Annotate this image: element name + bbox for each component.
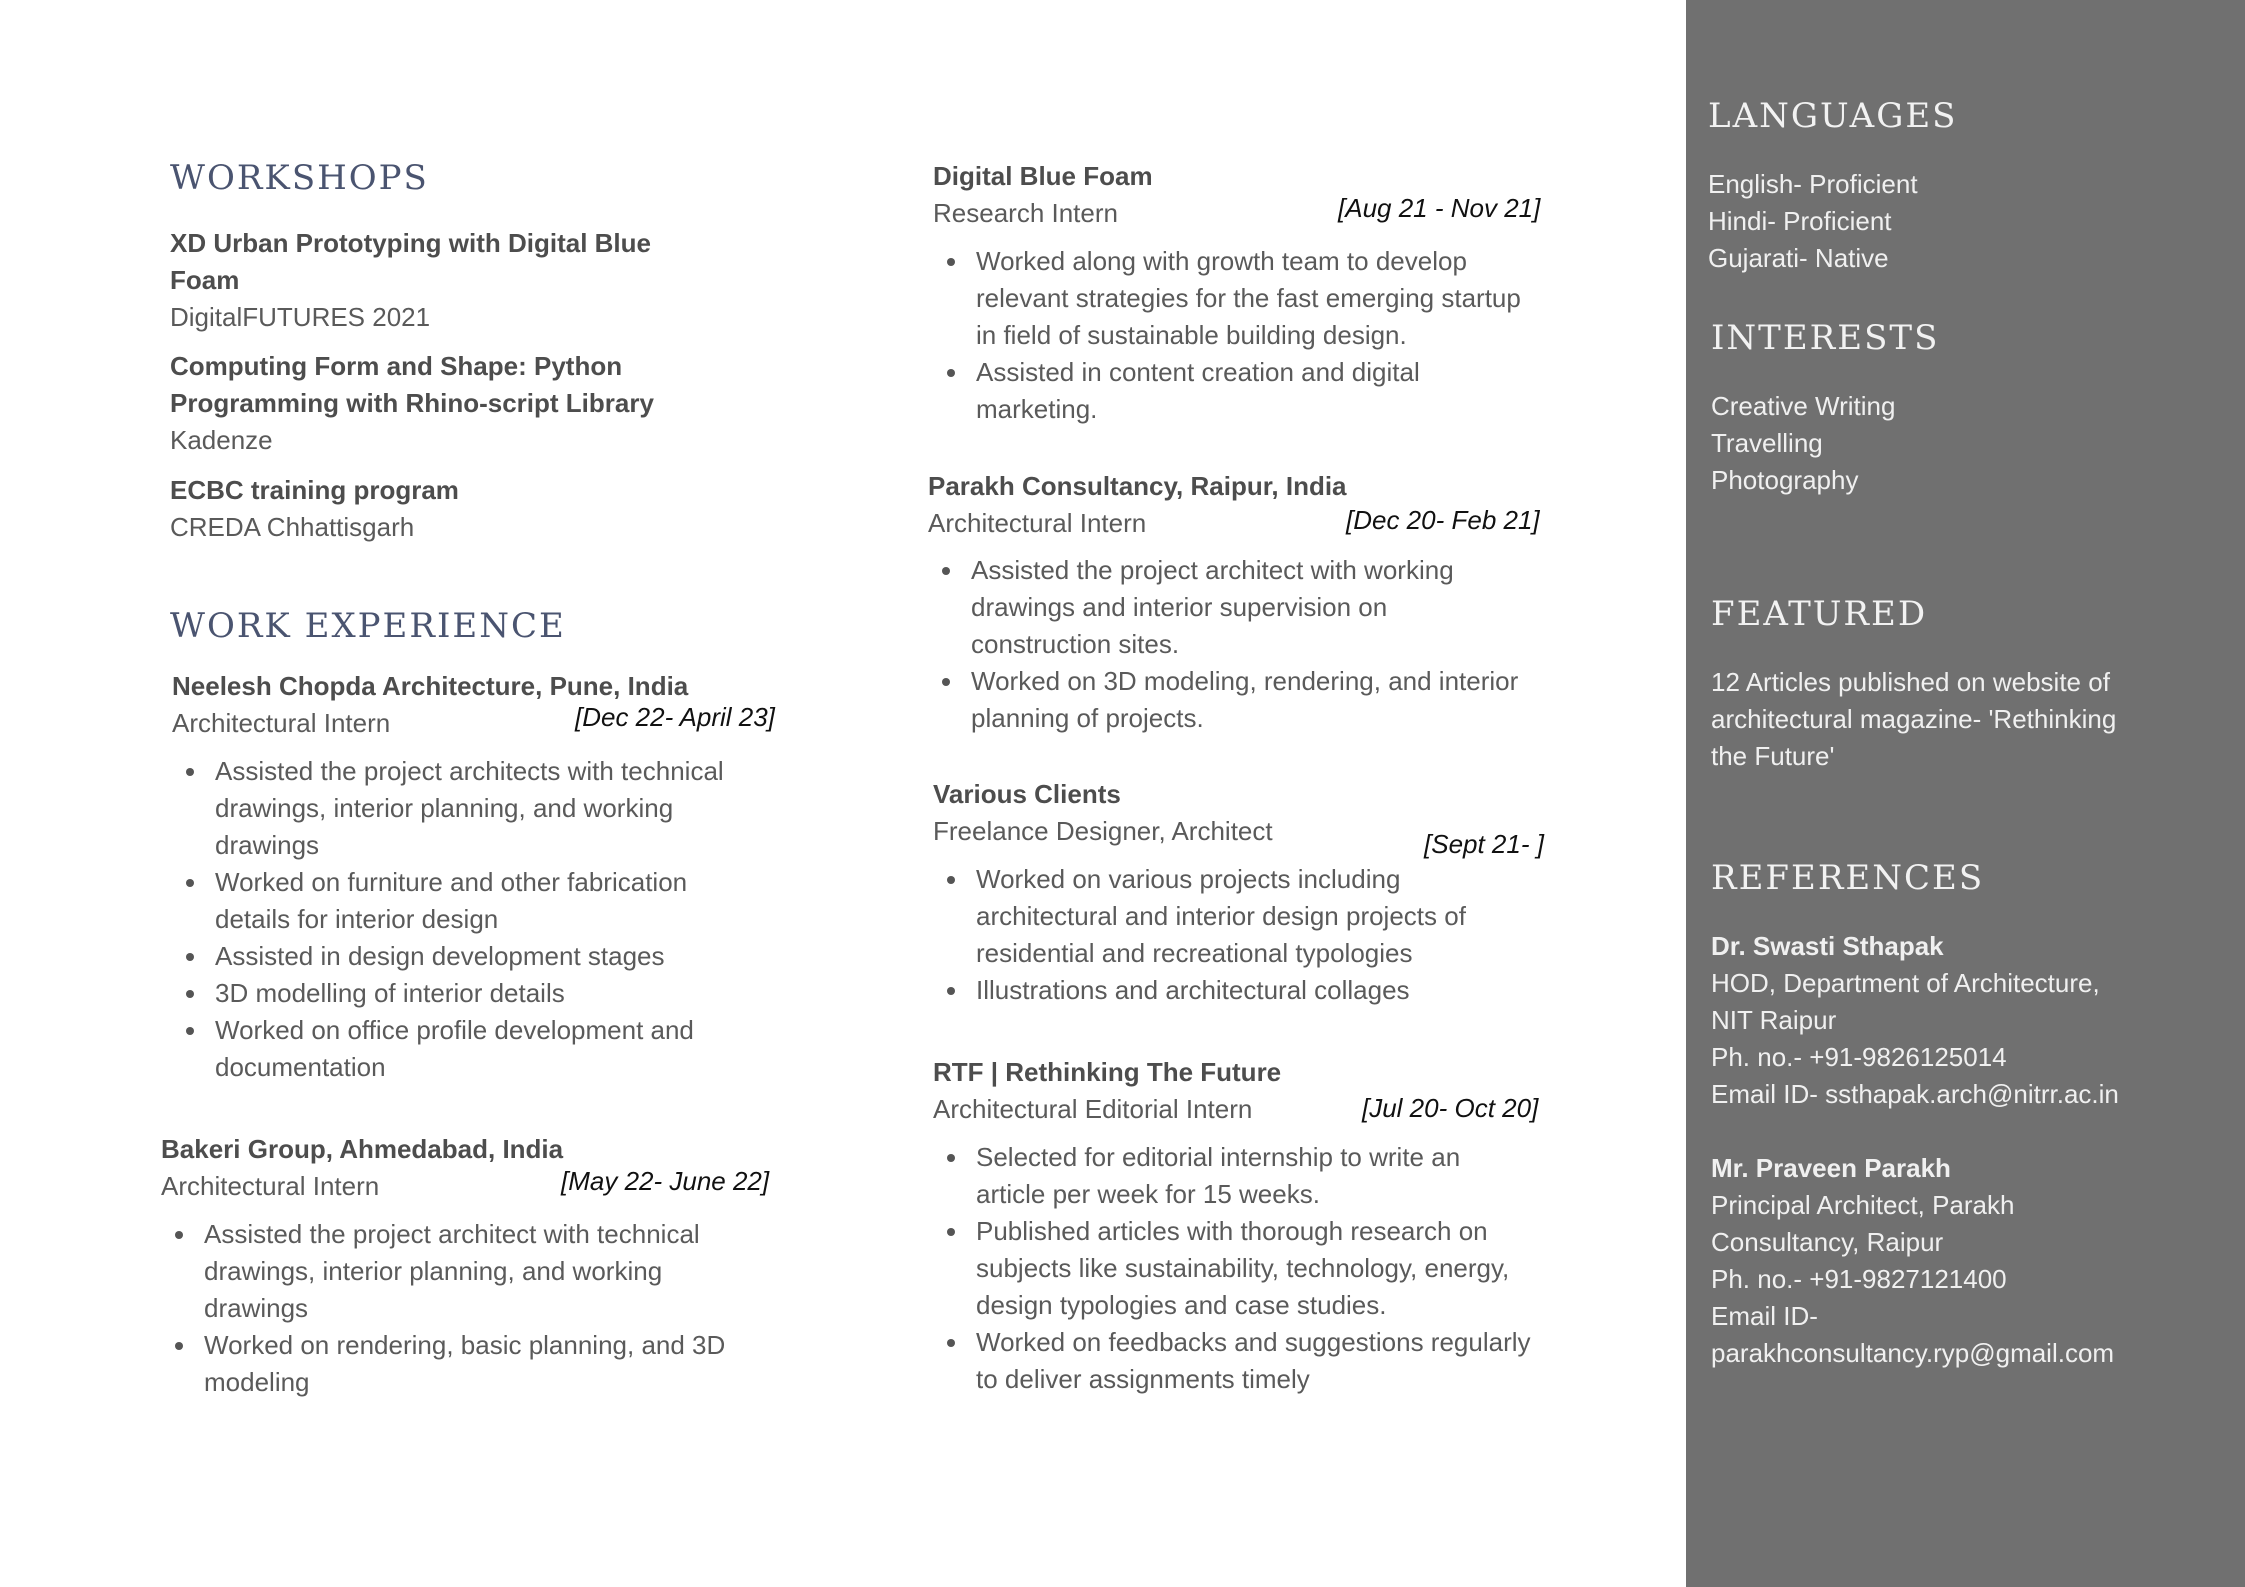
bullet-item (172, 975, 724, 1012)
interest-item: Creative Writing (1711, 391, 1896, 421)
workshop-name: Foam (170, 265, 240, 295)
bullet-line: architectural and interior design projects of (976, 901, 1466, 931)
reference-name: Mr. Praveen Parakh (1711, 1153, 1951, 1183)
bullet-line: Assisted the project architect with working (971, 555, 1454, 585)
workshops-heading: WORKSHOPS (170, 158, 429, 198)
languages-list (1708, 166, 1918, 277)
languages-heading: LANGUAGES (1708, 96, 1958, 136)
job-company: Parakh Consultancy, Raipur, India (928, 471, 1347, 501)
job-company: Neelesh Chopda Architecture, Pune, India (172, 671, 689, 701)
reference-line: NIT Raipur (1711, 1005, 1837, 1035)
bullet-line: marketing. (976, 394, 1098, 424)
language-item: English- Proficient (1708, 169, 1918, 199)
workshop-org: Kadenze (170, 425, 273, 455)
job-dates: [Dec 22- April 23] (575, 702, 775, 732)
job-dates: [Jul 20- Oct 20] (1362, 1093, 1539, 1123)
bullet-line: residential and recreational typologies (976, 938, 1413, 968)
reference-line: Consultancy, Raipur (1711, 1227, 1944, 1257)
job-bullets (161, 1216, 725, 1401)
job-company: Various Clients (933, 779, 1121, 809)
job-role: Research Intern (933, 198, 1118, 228)
bullet-item (172, 1012, 724, 1086)
bullet-item (172, 753, 724, 864)
bullet-item (172, 938, 724, 975)
bullet-item (933, 354, 1521, 428)
bullet-line: subjects like sustainability, technology, energy, (976, 1253, 1510, 1283)
workshop-item (170, 225, 651, 336)
bullet-line: Worked on 3D modeling, rendering, and interior (971, 666, 1519, 696)
reference-email: Email ID- (1711, 1301, 1818, 1331)
language-item: Hindi- Proficient (1708, 206, 1892, 236)
featured-heading: FEATURED (1711, 594, 1928, 634)
reference-email: Email ID- ssthapak.arch@nitrr.ac.in (1711, 1079, 2119, 1109)
job-dates: [Aug 21 - Nov 21] (1338, 193, 1541, 223)
bullet-line: in field of sustainable building design. (976, 320, 1407, 350)
reference-line: HOD, Department of Architecture, (1711, 968, 2100, 998)
reference-entry (1711, 928, 2119, 1113)
bullet-line: Worked along with growth team to develop (976, 246, 1467, 276)
workshop-name: ECBC training program (170, 475, 459, 505)
job-role: Freelance Designer, Architect (933, 816, 1273, 846)
reference-entry (1711, 1150, 2114, 1372)
bullet-line: documentation (215, 1052, 386, 1082)
references-heading: REFERENCES (1711, 858, 1985, 898)
featured-line: 12 Articles published on website of (1711, 667, 2110, 697)
bullet-line: Worked on feedbacks and suggestions regularly (976, 1327, 1531, 1357)
bullet-line: Illustrations and architectural collages (976, 975, 1410, 1005)
bullet-line: Assisted the project architects with technical (215, 756, 724, 786)
workshop-name: Programming with Rhino-script Library (170, 388, 654, 418)
job-company: Digital Blue Foam (933, 161, 1153, 191)
bullet-line: drawings (215, 830, 320, 860)
bullet-item (933, 1139, 1531, 1213)
bullet-line: article per week for 15 weeks. (976, 1179, 1320, 1209)
bullet-line: Assisted in content creation and digital (976, 357, 1420, 387)
interests-heading: INTERESTS (1711, 318, 1940, 358)
bullet-line: drawings, interior planning, and working (215, 793, 674, 823)
reference-phone: Ph. no.- +91-9827121400 (1711, 1264, 2007, 1294)
reference-phone: Ph. no.- +91-9826125014 (1711, 1042, 2007, 1072)
job-company: Bakeri Group, Ahmedabad, India (161, 1134, 564, 1164)
bullet-line: relevant strategies for the fast emerging startup (976, 283, 1521, 313)
language-item: Gujarati- Native (1708, 243, 1889, 273)
bullet-item (928, 663, 1518, 737)
bullet-line: Worked on various projects including (976, 864, 1401, 894)
job-dates: [Sept 21- ] (1424, 829, 1544, 859)
bullet-item (933, 1213, 1531, 1324)
job-role: Architectural Intern (161, 1171, 380, 1201)
bullet-item (161, 1216, 725, 1327)
bullet-line: Worked on rendering, basic planning, and 3D (204, 1330, 726, 1360)
bullet-item (933, 972, 1466, 1009)
bullet-line: Worked on office profile development and (215, 1015, 694, 1045)
job-dates: [Dec 20- Feb 21] (1346, 505, 1540, 535)
job-bullets (172, 753, 724, 1086)
bullet-item (172, 864, 724, 938)
interests-list (1711, 388, 1895, 499)
job-role: Architectural Editorial Intern (933, 1094, 1253, 1124)
featured-line: the Future' (1711, 741, 1835, 771)
workshop-item (170, 348, 654, 459)
job-bullets (928, 552, 1518, 737)
bullet-item (928, 552, 1518, 663)
job-dates: [May 22- June 22] (561, 1166, 770, 1196)
job-company: RTF | Rethinking The Future (933, 1057, 1282, 1087)
bullet-line: Selected for editorial internship to write an (976, 1142, 1461, 1172)
job-role: Architectural Intern (172, 708, 391, 738)
work-experience-heading: WORK EXPERIENCE (170, 606, 566, 646)
job-bullets (933, 861, 1466, 1009)
bullet-line: Assisted the project architect with technical (204, 1219, 700, 1249)
workshop-name: Computing Form and Shape: Python (170, 351, 623, 381)
bullet-item (933, 243, 1521, 354)
job-bullets (933, 1139, 1531, 1398)
bullet-line: drawings and interior supervision on (971, 592, 1388, 622)
bullet-line: drawings (204, 1293, 309, 1323)
featured-text (1711, 664, 2116, 775)
reference-name: Dr. Swasti Sthapak (1711, 931, 1944, 961)
bullet-item (161, 1327, 725, 1401)
bullet-item (933, 1324, 1531, 1398)
bullet-line: planning of projects. (971, 703, 1204, 733)
bullet-line: Worked on furniture and other fabrication (215, 867, 688, 897)
reference-email: parakhconsultancy.ryp@gmail.com (1711, 1338, 2115, 1368)
bullet-line: construction sites. (971, 629, 1180, 659)
workshop-name: XD Urban Prototyping with Digital Blue (170, 228, 651, 258)
workshop-org: CREDA Chhattisgarh (170, 512, 415, 542)
reference-line: Principal Architect, Parakh (1711, 1190, 2015, 1220)
bullet-line: to deliver assignments timely (976, 1364, 1310, 1394)
workshop-item (170, 472, 459, 546)
interest-item: Photography (1711, 465, 1859, 495)
workshop-org: DigitalFUTURES 2021 (170, 302, 431, 332)
job-role: Architectural Intern (928, 508, 1147, 538)
bullet-line: Assisted in design development stages (215, 941, 665, 971)
bullet-line: 3D modelling of interior details (215, 978, 565, 1008)
bullet-item (933, 861, 1466, 972)
bullet-line: modeling (204, 1367, 310, 1397)
featured-line: architectural magazine- 'Rethinking (1711, 704, 2117, 734)
interest-item: Travelling (1711, 428, 1823, 458)
bullet-line: details for interior design (215, 904, 499, 934)
job-bullets (933, 243, 1521, 428)
bullet-line: drawings, interior planning, and working (204, 1256, 663, 1286)
bullet-line: Published articles with thorough research on (976, 1216, 1488, 1246)
bullet-line: design typologies and case studies. (976, 1290, 1387, 1320)
